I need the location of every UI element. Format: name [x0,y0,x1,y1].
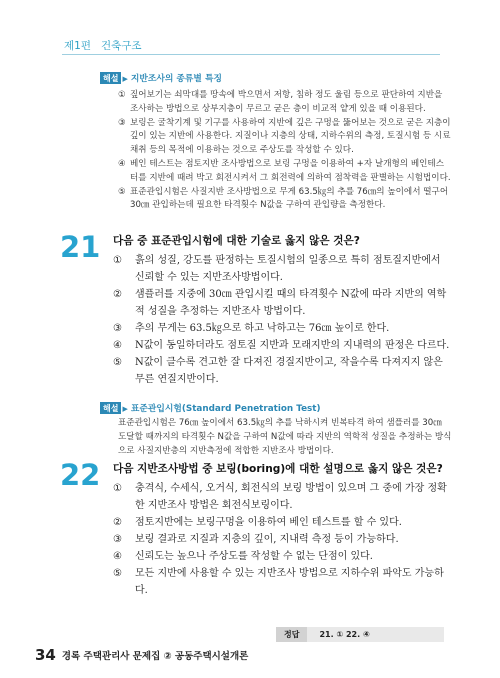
explanation-tag: 해설 [100,402,121,414]
explanation-2-header [100,402,452,416]
option-1[interactable]: ① 충격식, 수세식, 오거식, 회전식의 보링 방법이 있으며 그 중에 가장 정확한 지반조사 방법은 회전식보링이다. [113,483,447,511]
question-21-number: 21 [60,230,101,264]
explanation-1-list [100,89,452,213]
part-label: 제1편 [64,40,91,52]
explanation-2 [100,402,452,458]
option-4[interactable]: ④ N값이 동일하더라도 점토질 지반과 모래지반의 지내력의 판정은 다르다. [113,340,450,351]
explanation-1 [100,72,452,213]
option-4[interactable]: ④ 신뢰도는 높으나 주상도를 작성할 수 없는 단점이 있다. [113,551,373,562]
page-footer [35,646,248,664]
question-22-number: 22 [60,458,101,492]
question-22-options [113,480,453,599]
question-21-options [113,252,453,388]
arrow-icon: ▶ [122,405,128,413]
option-3[interactable]: ③ 보링 결과로 지질과 지층의 깊이, 지내력 측정 등이 가능하다. [113,534,399,545]
book-title: 경록 주택관리사 문제집 ② 공동주택시설개론 [61,651,249,662]
option-2[interactable]: ② 점토지반에는 보링구멍을 이용하여 베인 테스트를 할 수 있다. [113,517,402,528]
answer-label: 정답 [276,627,307,642]
explanation-tag: 해설 [100,72,121,84]
explanation-2-title: 표준관입시험(Standard Penetration Test) [130,404,321,414]
list-item: ③ 보링은 굴착기계 및 기구를 사용하여 지반에 깊은 구멍을 뚫어보는 것으로 굳은 지층이 깊이 있는 지반에 사용한다. 지질이나 지층의 상태, 지하수위의 측정, 토질시험 등 시료채취 등의 목적에 이용하는 것으로 주상도를 작성할 수 있다. [118,117,451,156]
explanation-1-title: 지반조사의 종류별 특징 [130,74,222,84]
answer-value: 21. ① 22. ④ [319,630,370,639]
option-3[interactable]: ③ 추의 무게는 63.5㎏으로 하고 낙하고는 76㎝ 높이로 한다. [113,323,390,334]
page-number: 34 [35,646,56,664]
option-5[interactable]: ⑤ N값이 클수록 견고한 잘 다져진 경질지반이고, 작을수록 다져지지 않은 무른 연질지반이다. [113,357,443,385]
header-divider [62,54,440,55]
explanation-2-body: 표준관입시험은 76㎝ 높이에서 63.5㎏의 추를 낙하시켜 빈복타격 하여 샘플러를 30㎝ 도달할 때까지의 타격횟수 N값을 구하여 N값에 따라 지반의 역학적 성질을 추정하는 방식으로 사질지반층의 지반측정에 적합한 지반조사 방법이다. [118,418,452,456]
explanation-1-header [100,72,452,86]
option-5[interactable]: ⑤ 모든 지반에 사용할 수 있는 지반조사 방법으로 지하수위 파악도 가능하다. [113,568,444,596]
question-21-stem: 다음 중 표준관입시험에 대한 기술로 옳지 않은 것은? [113,235,360,247]
chapter-label: 건축구조 [100,40,142,52]
arrow-icon: ▶ [122,75,128,83]
list-item: ④ 베인 테스트는 점토지반 조사방법으로 보링 구멍을 이용하여 +자 날개형의 베인테스터를 지반에 때려 박고 회전시켜서 그 회전력에 의하여 점착력을 판별하는 시험법이다. [118,158,451,183]
chapter-header [64,38,142,53]
question-22-stem: 다음 지반조사방법 중 보링(boring)에 대한 설명으로 옳지 않은 것은? [113,463,443,475]
answer-box [276,627,444,642]
option-1[interactable]: ① 흙의 성질, 강도를 판정하는 토질시험의 일종으로 특히 점토질지반에서 신뢰할 수 있는 지반조사방법이다. [113,255,441,283]
option-2[interactable]: ② 샘플러를 지중에 30㎝ 관입시킬 때의 타격횟수 N값에 따라 지반의 역학적 성질을 추정하는 지반조사 방법이다. [113,289,447,317]
list-item: ① 짚어보기는 쇠막대를 땅속에 박으면서 저항, 침하 정도 울림 등으로 판단하여 지반을 조사하는 방법으로 상부지층이 무르고 굳은 층이 비교적 얕게 있을 때 이용된다. [118,90,443,114]
list-item: ⑤ 표준관입시험은 사질지반 조사방법으로 무게 63.5㎏의 추를 76㎝의 높이에서 떨구어 30㎝ 관입하는데 필요한 타격횟수 N값을 구하여 관입량을 측정한다. [118,186,449,211]
